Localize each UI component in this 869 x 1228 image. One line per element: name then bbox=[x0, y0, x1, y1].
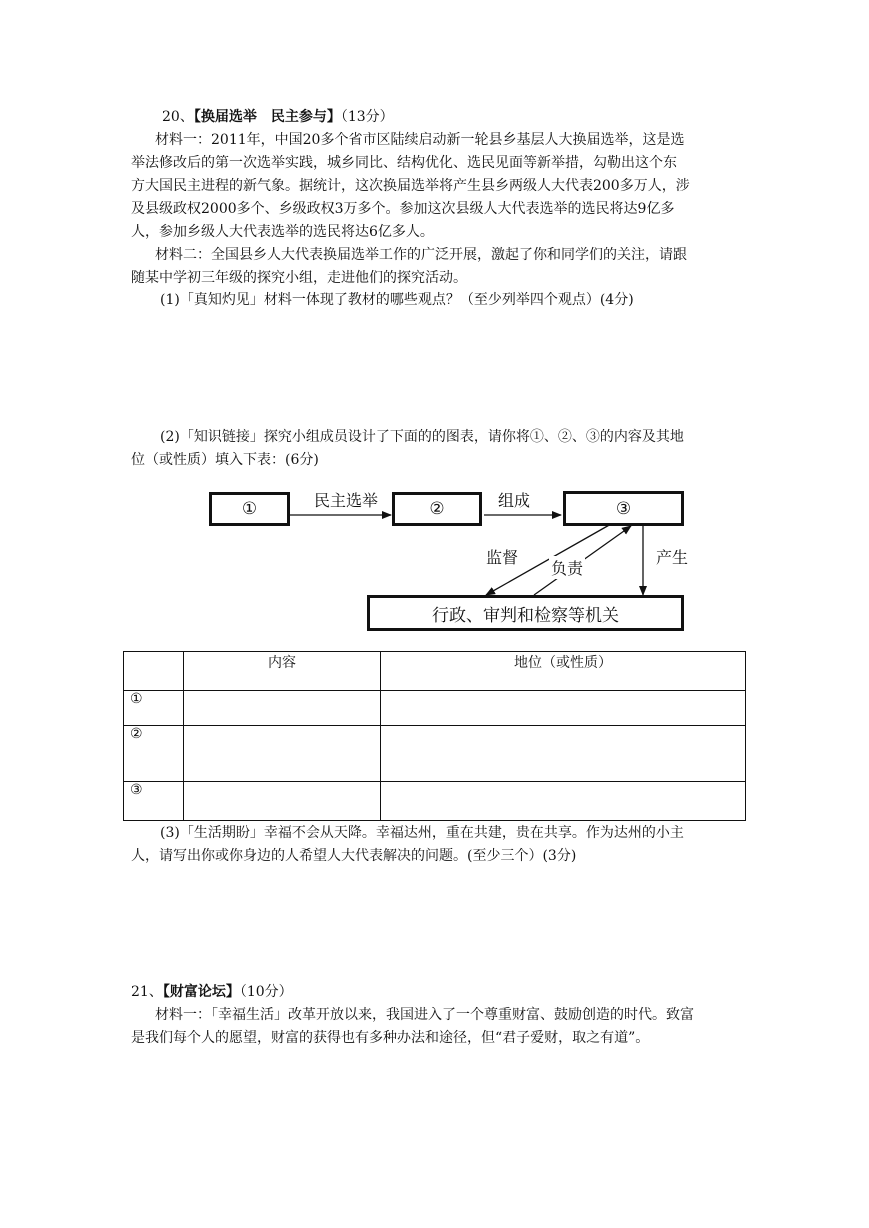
q20-sub1: (1)「真知灼见」材料一体现了教材的哪些观点？（至少列举四个观点）(4分) bbox=[160, 292, 634, 308]
q20-sub2-line: 位（或性质）填入下表：(6分) bbox=[131, 452, 319, 468]
table-header-row bbox=[124, 652, 746, 691]
q20-material1-line: 材料一：2011年，中国20多个省市区陆续启动新一轮县乡基层人大换届选举，这是选 bbox=[155, 132, 685, 148]
q20-number: 20、 bbox=[162, 109, 194, 125]
q21-title: 【财富论坛】 bbox=[162, 984, 240, 1000]
q20-material1-line: 方大国民主进程的新气象。据统计，这次换届选举将产生县乡两级人大代表200多万人，涉 bbox=[131, 178, 690, 194]
q21-material1-line: 是我们每个人的愿望，财富的获得也有多种办法和途径，但“君子爱财，取之有道”。 bbox=[131, 1030, 650, 1046]
label-responsible: 负责 bbox=[549, 556, 585, 579]
q21-heading bbox=[131, 982, 293, 1002]
table-row-label: ③ bbox=[124, 782, 184, 821]
table-row-label: ② bbox=[124, 726, 184, 782]
q21-material1-line: 材料一：「幸福生活」改革开放以来，我国进入了一个尊重财富、鼓励创造的时代。致富 bbox=[155, 1007, 694, 1023]
q20-material2-line: 随某中学初三年级的探究小组，走进他们的探究活动。 bbox=[131, 270, 467, 286]
label-supervise: 监督 bbox=[484, 545, 520, 568]
table-header-cell bbox=[124, 652, 184, 691]
table-answer-cell[interactable] bbox=[184, 691, 381, 726]
q21-number: 21、 bbox=[131, 984, 163, 1000]
label-produce: 产生 bbox=[654, 545, 690, 568]
diagram-box-2: ② bbox=[392, 492, 482, 526]
q20-material1-line: 及县级政权2000多个、乡级政权3万多个。参加这次县级人大代表选举的选民将达9亿多 bbox=[131, 201, 675, 217]
table-answer-cell[interactable] bbox=[381, 782, 746, 821]
table-header-content: 内容 bbox=[184, 652, 381, 691]
table-row-label: ① bbox=[124, 691, 184, 726]
q20-sub2-line: (2)「知识链接」探究小组成员设计了下面的的图表，请你将①、②、③的内容及其地 bbox=[160, 429, 684, 445]
q20-sub3-line: 人，请写出你或你身边的人希望人大代表解决的问题。(至少三个）(3分) bbox=[131, 848, 577, 864]
table-answer-cell[interactable] bbox=[381, 726, 746, 782]
q21-score: （10分） bbox=[239, 984, 293, 1000]
q20-material1-line: 人，参加乡级人大代表选举的选民将达6亿多人。 bbox=[131, 224, 434, 240]
diagram-box-1: ① bbox=[209, 492, 290, 526]
label-compose: 组成 bbox=[496, 488, 532, 511]
table-answer-cell[interactable] bbox=[184, 782, 381, 821]
label-elect: 民主选举 bbox=[312, 488, 380, 511]
table-header-status: 地位（或性质） bbox=[381, 652, 746, 691]
q20-title: 【换届选举 民主参与】 bbox=[193, 109, 341, 125]
table-answer-cell[interactable] bbox=[184, 726, 381, 782]
table-row bbox=[124, 726, 746, 782]
q20-score: （13分） bbox=[340, 109, 394, 125]
q20-sub3-line: (3)「生活期盼」幸福不会从天降。幸福达州，重在共建，贵在共享。作为达州的小主 bbox=[160, 825, 684, 841]
diagram-box-organs: 行政、审判和检察等机关 bbox=[367, 595, 684, 631]
table-row bbox=[124, 691, 746, 726]
q20-material2-line: 材料二：全国县乡人大代表换届选举工作的广泛开展，激起了你和同学们的关注，请跟 bbox=[155, 247, 687, 263]
diagram-box-3: ③ bbox=[563, 491, 684, 526]
q20-material1-line: 举法修改后的第一次选举实践，城乡同比、结构优化、选民见面等新举措，勾勒出这个东 bbox=[131, 155, 677, 171]
table-row bbox=[124, 782, 746, 821]
table-answer-cell[interactable] bbox=[381, 691, 746, 726]
answer-table bbox=[123, 651, 746, 821]
